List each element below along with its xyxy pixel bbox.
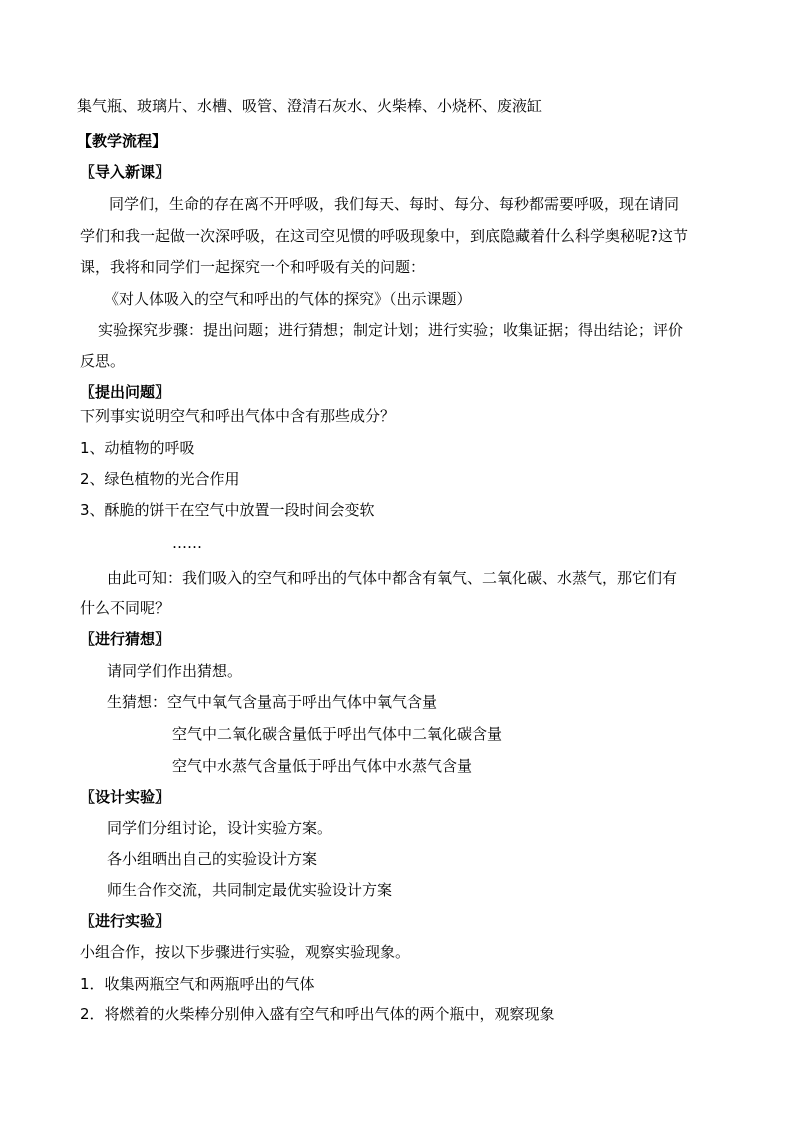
design-line-3: 师生合作交流，共同制定最优实验设计方案: [107, 881, 393, 899]
hypothesis-2: 空气中二氧化碳含量低于呼出气体中二氧化碳含量: [172, 725, 503, 743]
question-ellipsis: ……: [172, 534, 202, 552]
question-item-3: 3、酥脆的饼干在空气中放置一段时间会变软: [80, 501, 375, 519]
question-conclusion-line-1: 由此可知：我们吸入的空气和呼出的气体中都含有氧气、二氧化碳、水蒸气，那它们有: [107, 569, 678, 587]
materials-list: 集气瓶、玻璃片、水槽、吸管、澄清石灰水、火柴棒、小烧杯、废液缸: [77, 97, 543, 115]
lesson-topic: 《对人体吸入的空气和呼出的气体的探究》（出示课题）: [104, 290, 472, 308]
inquiry-steps-line-1: 实验探究步骤：提出问题；进行猜想；制定计划；进行实验；收集证据；得出结论；评价: [98, 321, 684, 339]
intro-paragraph-line-1: 同学们，生命的存在离不开呼吸，我们每天、每时、每分、每秒都需要呼吸，现在请同: [109, 195, 680, 213]
hypothesis-1: 生猜想：空气中氧气含量高于呼出气体中氧气含量: [107, 693, 438, 711]
question-item-2: 2、绿色植物的光合作用: [80, 470, 240, 488]
design-heading: 〖设计实验〗: [80, 788, 171, 806]
intro-paragraph-line-3: 课，我将和同学们一起探究一个和呼吸有关的问题：: [80, 258, 426, 276]
experiment-intro: 小组合作，按以下步骤进行实验，观察实验现象。: [80, 943, 411, 961]
intro-paragraph-line-2: 学们和我一起做一次深呼吸，在这司空见惯的呼吸现象中，到底隐藏着什么科学奥秘呢?这节: [80, 227, 688, 245]
experiment-step-2: 2．将燃着的火柴棒分别伸入盛有空气和呼出气体的两个瓶中，观察现象: [80, 1005, 555, 1023]
question-conclusion-line-2: 什么不同呢？: [80, 599, 171, 617]
hypothesis-heading: 〖进行猜想〗: [80, 630, 171, 648]
design-line-2: 各小组晒出自己的实验设计方案: [107, 850, 318, 868]
design-line-1: 同学们分组讨论，设计实验方案。: [107, 819, 333, 837]
hypothesis-invite: 请同学们作出猜想。: [107, 662, 243, 680]
intro-heading: 〖导入新课〗: [80, 163, 171, 181]
inquiry-steps-line-2: 反思。: [80, 352, 126, 370]
experiment-step-1: 1．收集两瓶空气和两瓶呼出的气体: [80, 975, 315, 993]
teaching-flow-heading: 【教学流程】: [77, 132, 168, 150]
hypothesis-3: 空气中水蒸气含量低于呼出气体中水蒸气含量: [172, 757, 473, 775]
question-prompt: 下列事实说明空气和呼出气体中含有那些成分？: [80, 407, 396, 425]
question-heading: 〖提出问题〗: [80, 383, 171, 401]
experiment-heading: 〖进行实验〗: [80, 912, 171, 930]
question-item-1: 1、动植物的呼吸: [80, 439, 195, 457]
